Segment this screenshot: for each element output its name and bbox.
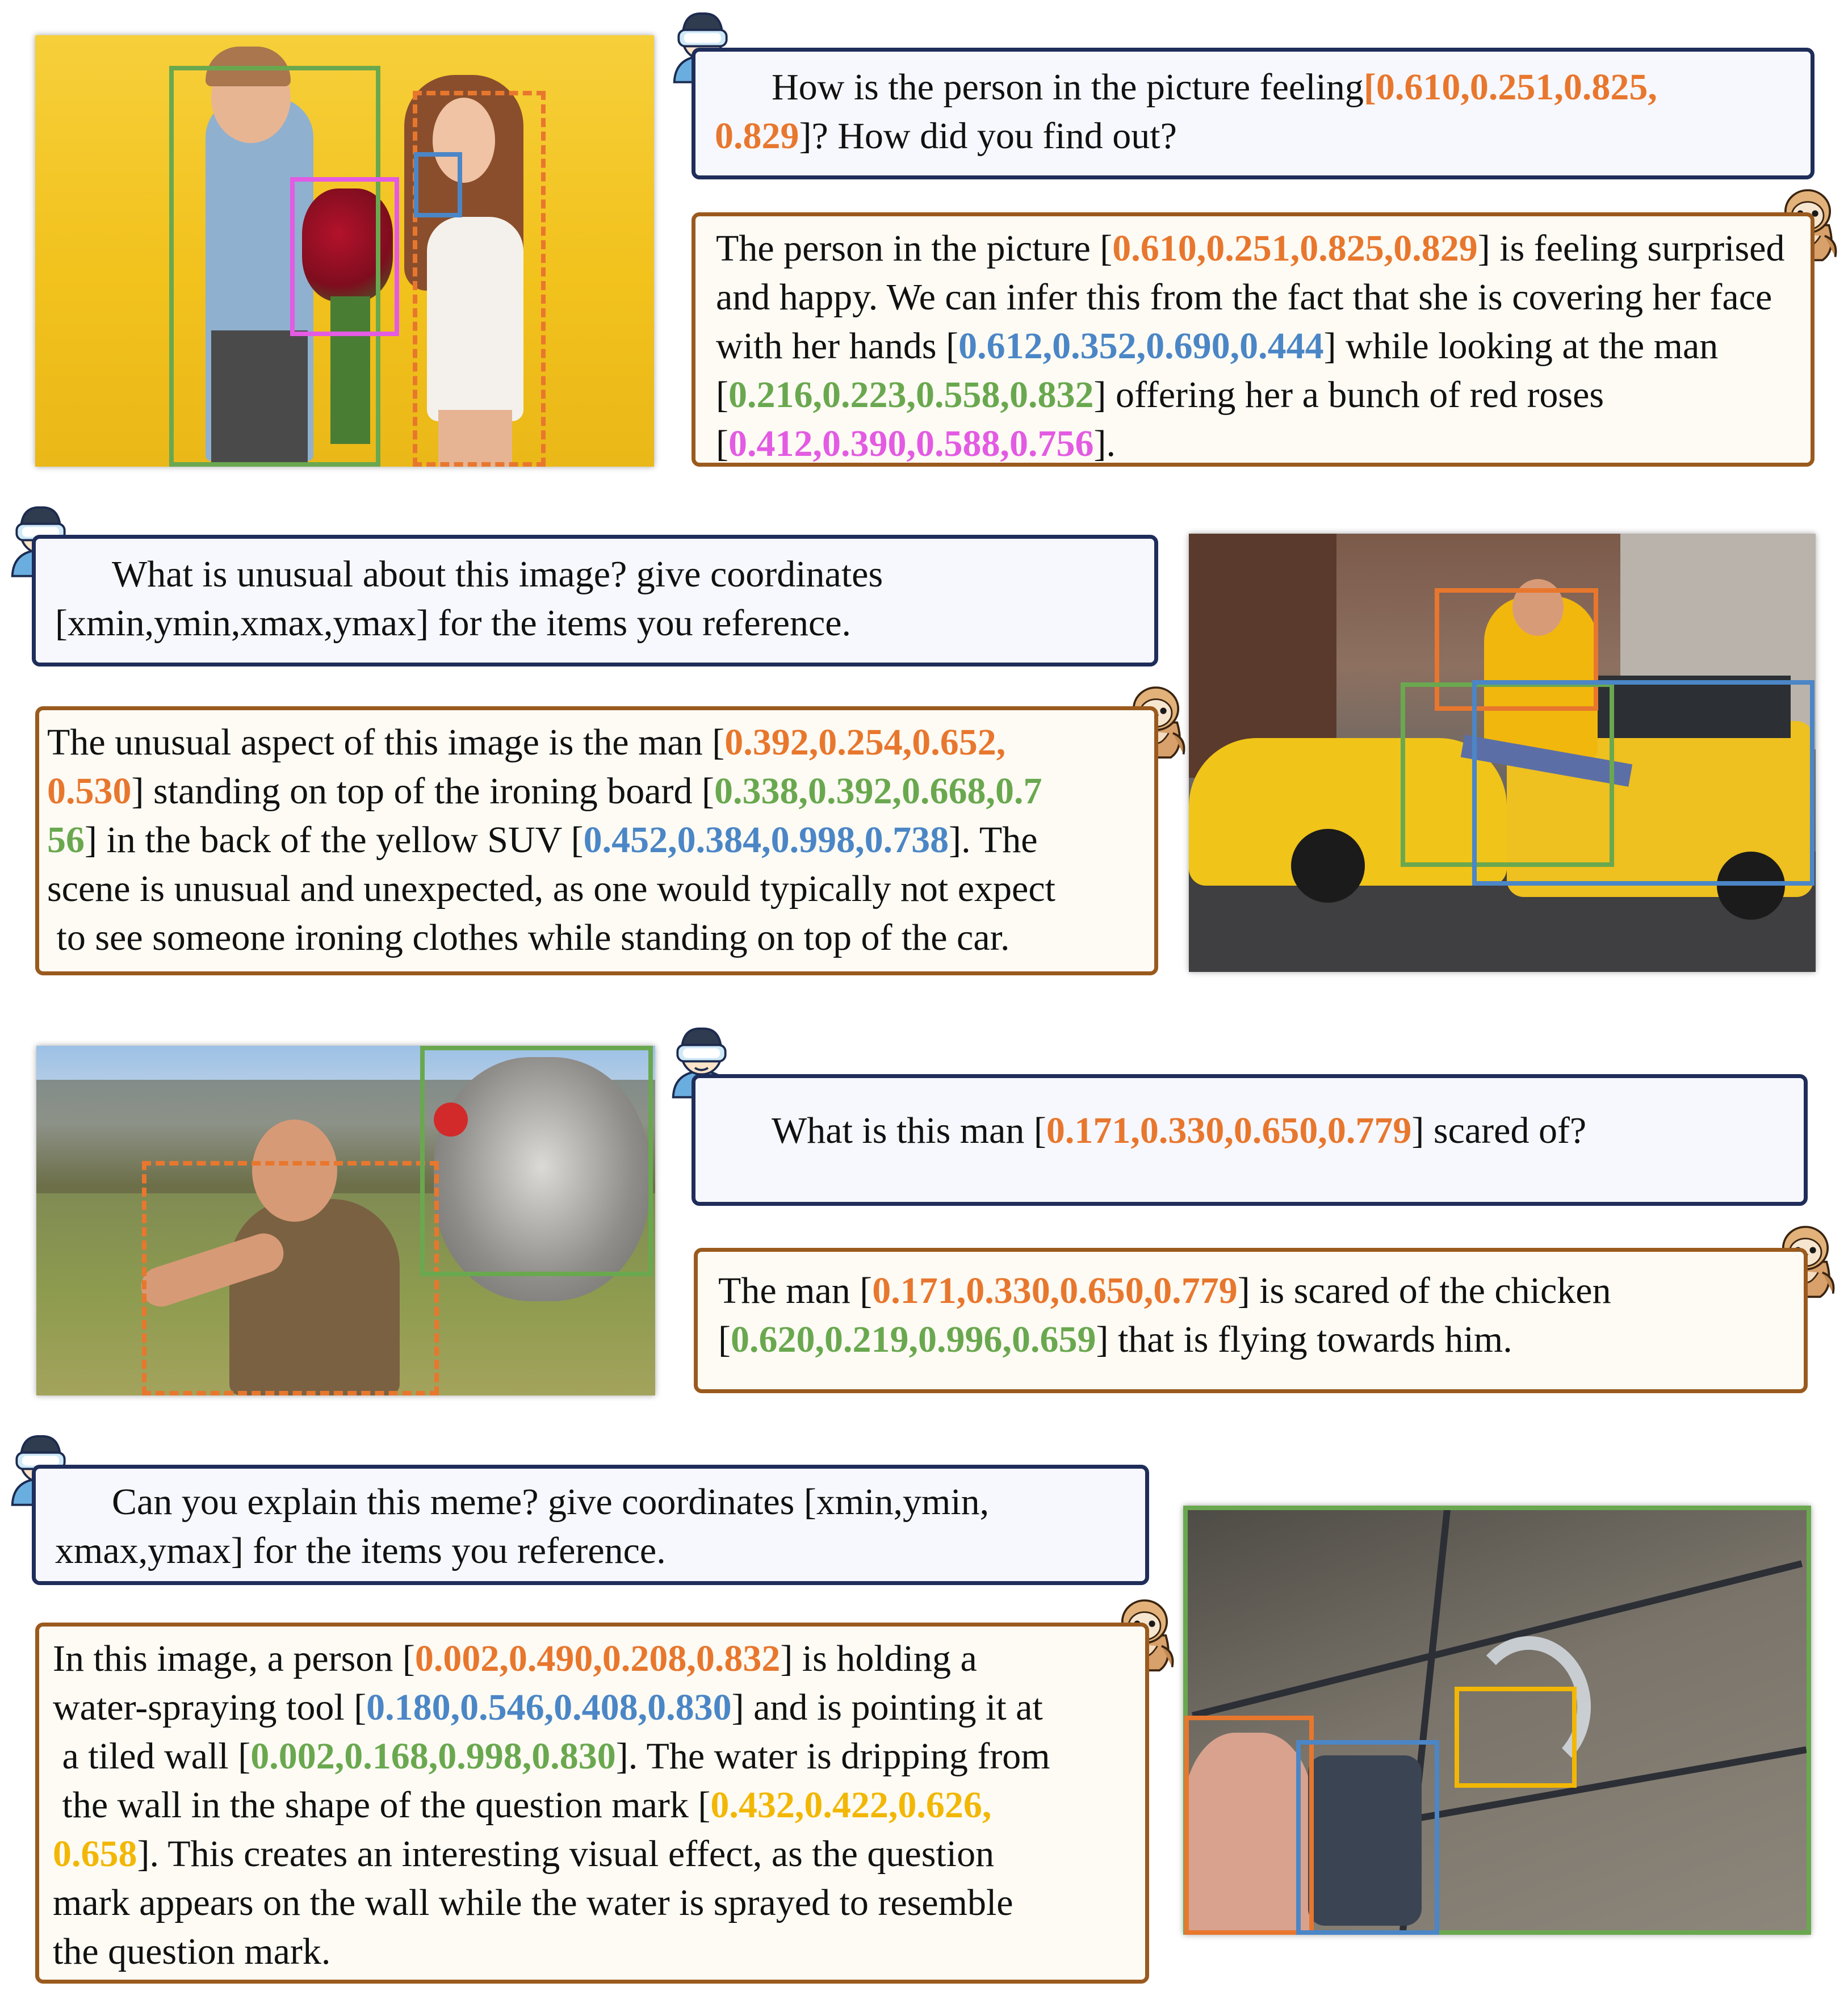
a4-p6: ]. The water is dripping from (615, 1736, 1050, 1777)
a1-p1: The person in the picture [ (716, 228, 1113, 269)
a4-qmark-coords-a: 0.432,0.422,0.626, (710, 1784, 992, 1826)
a4-line6: mark appears on the wall while the water is sprayed to resemble (53, 1882, 1013, 1923)
a4-p5: a tiled wall [ (62, 1736, 251, 1777)
q2-line2: [xmin,ymin,xmax,ymax] for the items you reference. (55, 602, 852, 644)
a1-p3: ] while looking at the man [ (716, 325, 1719, 416)
bbox-question-mark (1455, 1687, 1577, 1788)
a1-hands-coords: 0.612,0.352,0.690,0.444 (958, 325, 1324, 367)
q3-p2: ] scared of? (1411, 1110, 1587, 1151)
a4-p1: In this image, a person [ (53, 1638, 415, 1679)
a2-line5: to see someone ironing clothes while standing on top of the car. (56, 917, 1010, 958)
a4-p2: ] is holding a (780, 1638, 977, 1679)
photo-couple-roses (35, 35, 654, 467)
q4-line1: Can you explain this meme? give coordinates [xmin,ymin, (112, 1481, 990, 1523)
photo-man-chicken (36, 1046, 655, 1395)
a4-person-coords: 0.002,0.490,0.208,0.832 (414, 1638, 781, 1679)
a4-qmark-coords-b: 0.658 (53, 1833, 137, 1875)
question-box-2 (32, 535, 1158, 667)
q3-p1: What is this man [ (772, 1110, 1046, 1151)
a2-p1: The unusual aspect of this image is the man [ (47, 722, 725, 763)
photo-water-question-mark (1183, 1506, 1811, 1935)
q3-man-coords: 0.171,0.330,0.650,0.779 (1046, 1110, 1412, 1151)
a1-p5: ]. (1093, 423, 1116, 464)
a2-man-coords-b: 0.530 (47, 770, 132, 812)
a1-person-coords: 0.610,0.251,0.825,0.829 (1112, 228, 1478, 269)
question-box-1 (692, 48, 1815, 179)
q2-line1: What is unusual about this image? give coordinates (112, 554, 883, 595)
a4-p3: water-spraying tool [ (53, 1687, 367, 1728)
bbox-scared-man (142, 1161, 439, 1395)
answer-box-4 (35, 1623, 1149, 1984)
bbox-person-hand (1184, 1716, 1314, 1935)
a4-p4: ] and is pointing it at (731, 1687, 1043, 1728)
a2-p4: ]. The (949, 819, 1038, 861)
a3-p1: The man [ (718, 1270, 873, 1311)
q1-text: How is the person in the picture feeling (772, 66, 1364, 108)
bbox-chicken (420, 1046, 653, 1276)
question-box-3 (692, 1074, 1808, 1206)
a3-p3: [ (718, 1319, 731, 1360)
q1-tail: ]? How did you find out? (799, 115, 1177, 157)
photo-ironing-taxi (1189, 534, 1816, 972)
bbox-spray-tool (1296, 1740, 1439, 1935)
bbox-suv (1472, 680, 1815, 886)
q4-line2: xmax,ymax] for the items you reference. (55, 1530, 666, 1571)
a1-man-coords: 0.216,0.223,0.558,0.832 (728, 374, 1094, 416)
bbox-woman (413, 91, 546, 467)
a2-man-coords-a: 0.392,0.254,0.652, (724, 722, 1006, 763)
a4-wall-coords: 0.002,0.168,0.998,0.830 (250, 1736, 616, 1777)
a3-man-coords: 0.171,0.330,0.650,0.779 (872, 1270, 1238, 1311)
a4-line7: the question mark. (53, 1931, 331, 1972)
bbox-hands (414, 152, 462, 217)
a4-tool-coords: 0.180,0.546,0.408,0.830 (366, 1687, 732, 1728)
a2-line4: scene is unusual and unexpected, as one would typically not expect (47, 868, 1055, 909)
bbox-roses (290, 177, 399, 336)
a1-p2: ] is feeling surprised and happy. We can infer this from the fact that she is covering her face with her hands [ (716, 228, 1785, 367)
a1-p4: ] offering her a bunch of red roses [ (716, 374, 1604, 464)
a2-suv-coords: 0.452,0.384,0.998,0.738 (583, 819, 949, 861)
answer-box-1 (692, 212, 1815, 467)
a2-p2: ] standing on top of the ironing board [ (131, 770, 714, 812)
a3-chicken-coords: 0.620,0.219,0.996,0.659 (730, 1319, 1096, 1360)
a2-p3: ] in the back of the yellow SUV [ (85, 819, 584, 861)
a3-p4: ] that is flying towards him. (1096, 1319, 1512, 1360)
answer-box-3 (694, 1248, 1808, 1393)
a4-p8: ]. This creates an interesting visual effect, as the question (137, 1833, 995, 1875)
q1-coords-b: 0.829 (715, 115, 799, 157)
a3-p2: ] is scared of the chicken (1237, 1270, 1611, 1311)
q1-coords-a: [0.610,0.251,0.825, (1363, 66, 1657, 108)
a2-board-coords-b: 56 (47, 819, 85, 861)
a4-p7: the wall in the shape of the question mark [ (62, 1784, 711, 1826)
a1-roses-coords: 0.412,0.390,0.588,0.756 (728, 423, 1094, 464)
question-box-4 (32, 1465, 1149, 1585)
taxi-left-wheel (1291, 829, 1365, 903)
a2-board-coords-a: 0.338,0.392,0.668,0.7 (714, 770, 1042, 812)
answer-box-2 (35, 706, 1158, 975)
